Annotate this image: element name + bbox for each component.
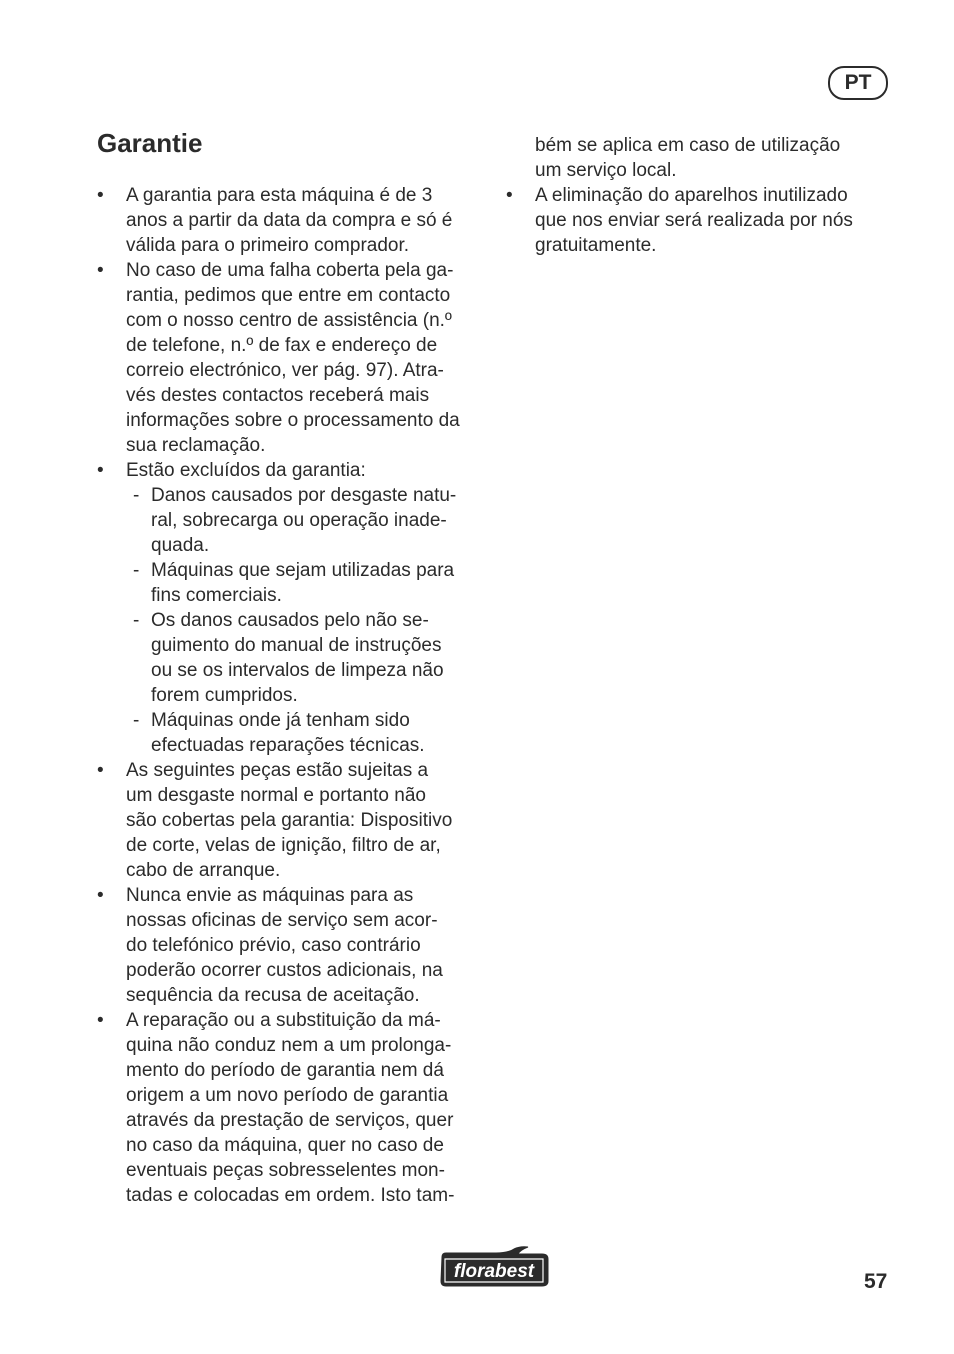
sub-list-item [97,708,487,758]
text-line: As seguintes peças estão sujeitas a [126,760,429,781]
text-line: efectuadas reparações técnicas. [151,735,425,756]
text-line: sua reclamação. [126,435,266,456]
list-item [97,883,487,1008]
text-line: rantia, pedimos que entre em contacto [126,285,451,306]
text-line: mento do período de garantia nem dá [126,1060,444,1081]
text-line: Nunca envie as máquinas para as [126,885,414,906]
text-line: Máquinas que sejam utilizadas para [151,560,455,581]
text-line: bém se aplica em caso de utilização [535,135,841,156]
text-line: quada. [151,535,210,556]
text-line: forem cumpridos. [151,685,298,706]
dash: - [133,710,140,731]
text-line: Os danos causados pelo não se- [151,610,429,631]
page-number: 57 [864,1270,888,1293]
list-item [97,258,487,458]
text-line: A eliminação do aparelhos inutilizado [535,185,848,206]
text-line: origem a um novo período de garantia [126,1085,449,1106]
dash: - [133,610,140,631]
text-line: um serviço local. [535,160,677,181]
continued-text [506,133,881,183]
sub-list-item [97,483,487,558]
list-item [97,183,487,258]
bullet: • [97,885,104,906]
text-line: quina não conduz nem a um prolonga- [126,1035,452,1056]
logo-text: florabest [453,1261,535,1282]
bullet: • [97,1010,104,1031]
text-line: com o nosso centro de assistência (n.º [126,310,452,331]
text-line: eventuais peças sobresselentes mon- [126,1160,445,1181]
bullet: • [97,760,104,781]
bullet: • [506,185,513,206]
text-line: anos a partir da data da compra e só é [126,210,453,231]
left-column [97,183,487,1208]
text-line: no caso da máquina, quer no caso de [126,1135,444,1156]
text-line: ou se os intervalos de limpeza não [151,660,444,681]
text-line: vés destes contactos receberá mais [126,385,430,406]
right-column [506,133,881,258]
text-line: nossas oficinas de serviço sem acor- [126,910,438,931]
text-line: poderão ocorrer custos adicionais, na [126,960,443,981]
text-line: correio electrónico, ver pág. 97). Atra- [126,360,444,381]
list-item [97,458,487,483]
text-line: Danos causados por desgaste natu- [151,485,457,506]
bullet: • [97,185,104,206]
text-line: Máquinas onde já tenham sido [151,710,410,731]
text-line: cabo de arranque. [126,860,281,881]
text-line: são cobertas pela garantia: Dispositivo [126,810,453,831]
text-line: do telefónico prévio, caso contrário [126,935,421,956]
text-line: de corte, velas de ignição, filtro de ar, [126,835,441,856]
text-line: gratuitamente. [535,235,657,256]
text-line: sequência da recusa de aceitação. [126,985,420,1006]
text-line: No caso de uma falha coberta pela ga- [126,260,454,281]
text-line: guimento do manual de instruções [151,635,442,656]
text-line: um desgaste normal e portanto não [126,785,426,806]
florabest-logo [438,1245,550,1289]
dash: - [133,560,140,581]
text-line: A garantia para esta máquina é de 3 [126,185,433,206]
list-item [506,183,881,258]
list-item [97,758,487,883]
sub-list-item [97,608,487,708]
text-line: tadas e colocadas em ordem. Isto tam- [126,1185,455,1206]
bullet: • [97,260,104,281]
bullet: • [97,460,104,481]
text-line: A reparação ou a substituição da má- [126,1010,441,1031]
text-line: Estão excluídos da garantia: [126,460,366,481]
text-line: de telefone, n.º de fax e endereço de [126,335,438,356]
text-line: informações sobre o processamento da [126,410,460,431]
text-line: fins comerciais. [151,585,282,606]
page-title: Garantie [97,128,203,158]
text-line: válida para o primeiro comprador. [126,235,410,256]
sub-list-item [97,558,487,608]
list-item [97,1008,487,1208]
language-badge: PT [828,66,888,100]
text-line: ral, sobrecarga ou operação inade- [151,510,447,531]
text-line: que nos enviar será realizada por nós [535,210,853,231]
text-line: através da prestação de serviços, quer [126,1110,454,1131]
dash: - [133,485,140,506]
